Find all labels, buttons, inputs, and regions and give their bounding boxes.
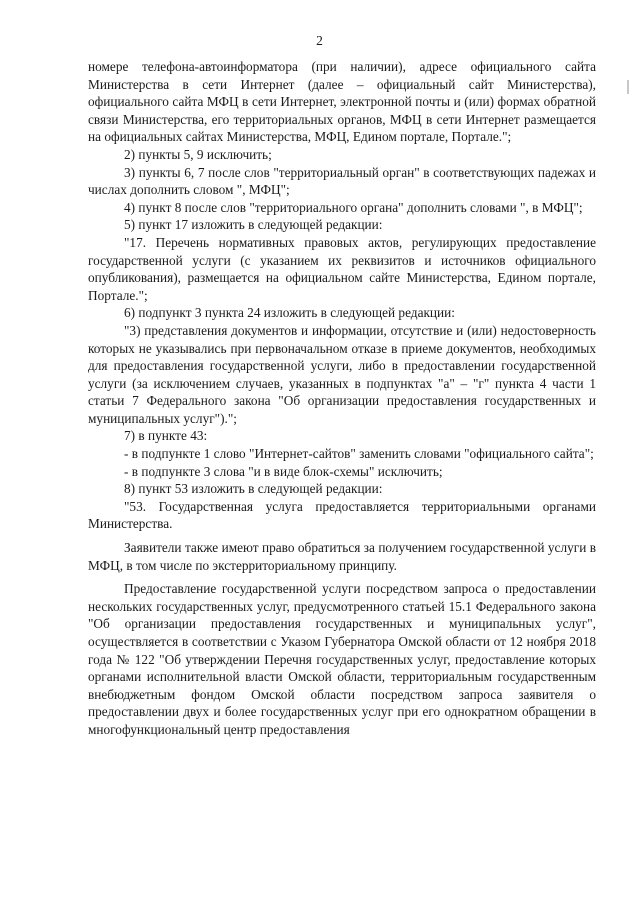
- document-body: [88, 58, 596, 739]
- paragraph-subitem-1: - в подпункте 1 слово "Интернет-сайтов" заменить словами "официального сайта";: [124, 446, 594, 462]
- paragraph-applicants: Заявители также имеют право обратиться за получением государственной услуги в МФЦ, в том числе по экстерриториальному принципу.: [88, 540, 596, 573]
- paragraph-clause-17: "17. Перечень нормативных правовых актов, регулирующих предоставление государственной услуги (с указанием их реквизитов и источников официального опубликования), размещается на официальном сайте Министерства, Едином портале, Портале.";: [88, 234, 596, 303]
- paragraph-subitem-3: - в подпункте 3 слова "и в виде блок-схемы" исключить;: [124, 463, 443, 479]
- page-number: 2: [316, 33, 323, 48]
- paragraph-item-5: 5) пункт 17 изложить в следующей редакции:: [124, 217, 383, 233]
- paragraph-item-7: 7) в пункте 43:: [124, 428, 208, 444]
- paragraph-item-3: 3) пункты 6, 7 после слов "территориальный орган" в соответствующих падежах и числах дополнить словом ", МФЦ";: [88, 164, 596, 198]
- paragraph-subclause-3: "3) представления документов и информации, отсутствие и (или) недостоверность которых не указывались при первоначальном отказе в приеме документов, необходимых для предоставления государственной услуги, либо в предоставлении государственной услуги (за исключением случаев, указанных в подпунктах "а" – "г" пункта 4 части 1 статьи 7 Федерального закона "Об организации предоставления государственных и муниципальных услуг").";: [88, 322, 596, 426]
- paragraph-multiple-services: Предоставление государственной услуги посредством запроса о предоставлении нескольких государственных услуг, предусмотренного статьей 15.1 Федерального закона "Об организации предоставления государственных и муниципальных услуг", осуществляется в соответствии с Указом Губернатора Омской области от 12 ноября 2018 года № 122 "Об утверждении Перечня государственных услуг, предоставление которых органами исполнительной власти Омской области, территориальным государственным внебюджетным фондом Омской области посредством запроса заявителя о предоставлении двух и более государственных услуг при его однократном обращении в многофункциональный центр предоставления: [88, 581, 596, 737]
- paragraph-clause-53: "53. Государственная услуга предоставляется территориальными органами Министерства.: [88, 498, 596, 532]
- paragraph-continuation: номере телефона-автоинформатора (при наличии), адресе официального сайта Министерства в сети Интернет (далее – официальный сайт Министерства), официального сайта МФЦ в сети Интернет, электронной почты и (или) формах обратной связи Министерства, его территориальных органов, МФЦ в сети Интернет размещается на официальных сайтах Министерства, МФЦ, Едином портале, Портале.";: [88, 59, 596, 145]
- paragraph-item-4: 4) пункт 8 после слов "территориального органа" дополнить словами ", в МФЦ";: [124, 199, 583, 215]
- scan-edge-mark: [627, 80, 629, 94]
- paragraph-item-2: 2) пункты 5, 9 исключить;: [124, 146, 272, 162]
- paragraph-item-8: 8) пункт 53 изложить в следующей редакции:: [124, 481, 383, 497]
- paragraph-item-6: 6) подпункт 3 пункта 24 изложить в следующей редакции:: [124, 305, 455, 321]
